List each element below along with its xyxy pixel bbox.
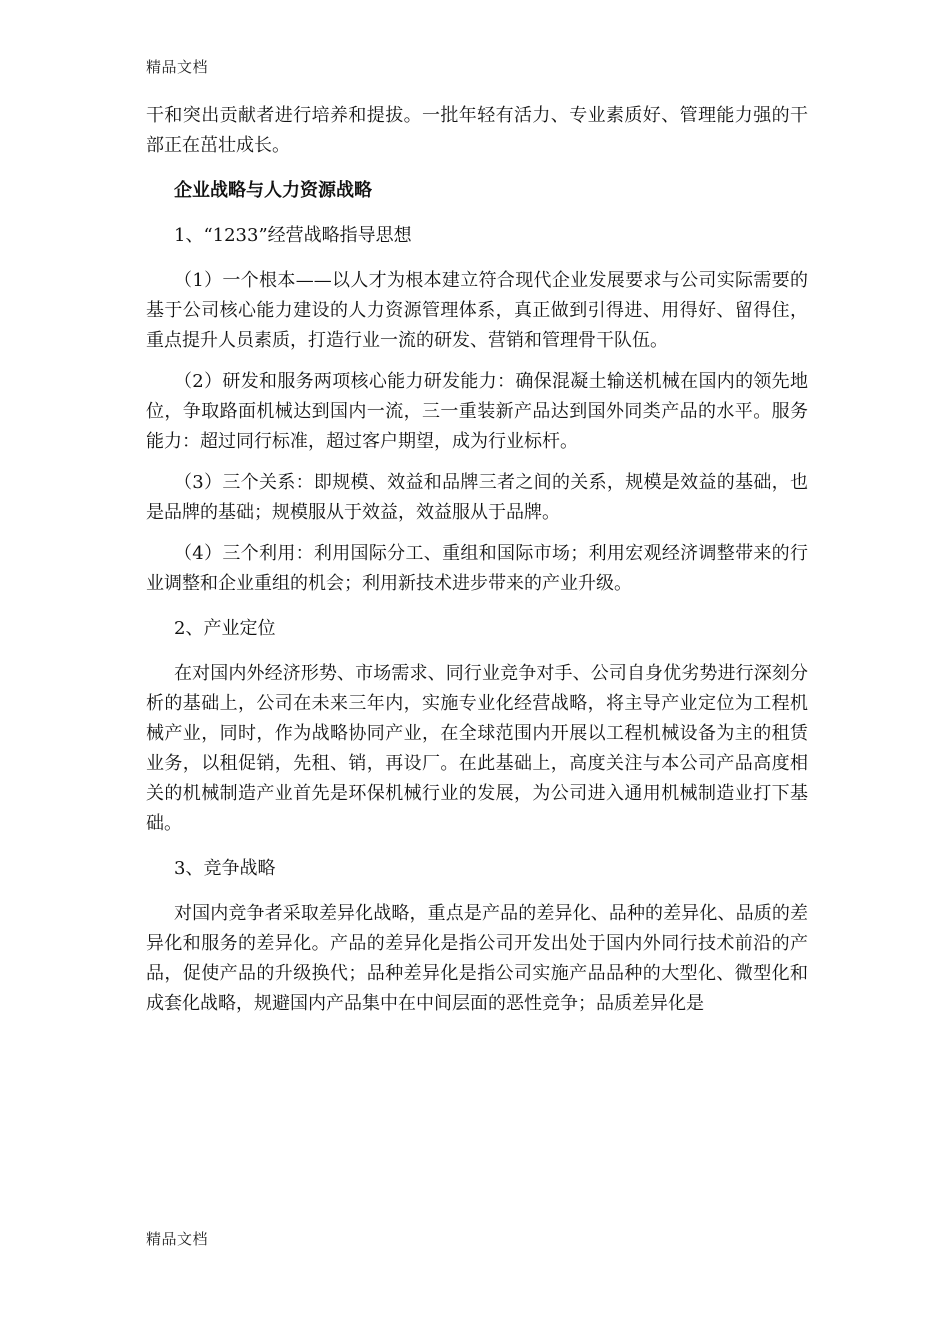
page-header-watermark: 精品文档 <box>146 58 209 76</box>
paragraph-continued: 干和突出贡献者进行培养和提拔。一批年轻有活力、专业素质好、管理能力强的干部正在茁壮成长。 <box>146 105 808 156</box>
subheading-industry-positioning: 2、产业定位 <box>174 618 276 639</box>
list-item-two-core-abilities: （2）研发和服务两项核心能力研发能力：确保混凝土输送机械在国内的领先地位，争取路面机械达到国内一流，三一重装新产品达到国外同类产品的水平。服务能力：超过同行标准，超过客户期望，成为行业标杆。 <box>146 371 808 452</box>
list-item-three-relations: （3）三个关系：即规模、效益和品牌三者之间的关系，规模是效益的基础，也是品牌的基础；规模服从于效益，效益服从于品牌。 <box>146 472 808 523</box>
paragraph-industry-positioning: 在对国内外经济形势、市场需求、同行业竞争对手、公司自身优劣势进行深刻分析的基础上，公司在未来三年内，实施专业化经营战略，将主导产业定位为工程机械产业，同时，作为战略协同产业，在全球范围内开展以工程机械设备为主的租赁业务，以租促销，先租、销，再设厂。在此基础上，高度关注与本公司产品高度相关的机械制造产业首先是环保机械行业的发展，为公司进入通用机械制造业打下基础。 <box>146 663 808 834</box>
list-item-one-root: （1）一个根本——以人才为根本建立符合现代企业发展要求与公司实际需要的基于公司核心能力建设的人力资源管理体系，真正做到引得进、用得好、留得住，重点提升人员素质，打造行业一流的研发、营销和管理骨干队伍。 <box>146 270 808 351</box>
page-footer-watermark: 精品文档 <box>146 1230 209 1248</box>
document-body <box>146 101 808 1019</box>
section-heading-strategy: 企业战略与人力资源战略 <box>174 180 372 201</box>
list-item-three-utilizations: （4）三个利用：利用国际分工、重组和国际市场；利用宏观经济调整带来的行业调整和企业重组的机会；利用新技术进步带来的产业升级。 <box>146 543 808 594</box>
paragraph-competitive-strategy: 对国内竞争者采取差异化战略，重点是产品的差异化、品种的差异化、品质的差异化和服务的差异化。产品的差异化是指公司开发出处于国内外同行技术前沿的产品，促使产品的升级换代；品种差异化是指公司实施产品品种的大型化、微型化和成套化战略，规避国内产品集中在中间层面的恶性竞争；品质差异化是 <box>146 903 808 1014</box>
subheading-competitive-strategy: 3、竞争战略 <box>174 858 276 879</box>
subheading-1233-strategy: 1、“1233”经营战略指导思想 <box>174 225 412 246</box>
